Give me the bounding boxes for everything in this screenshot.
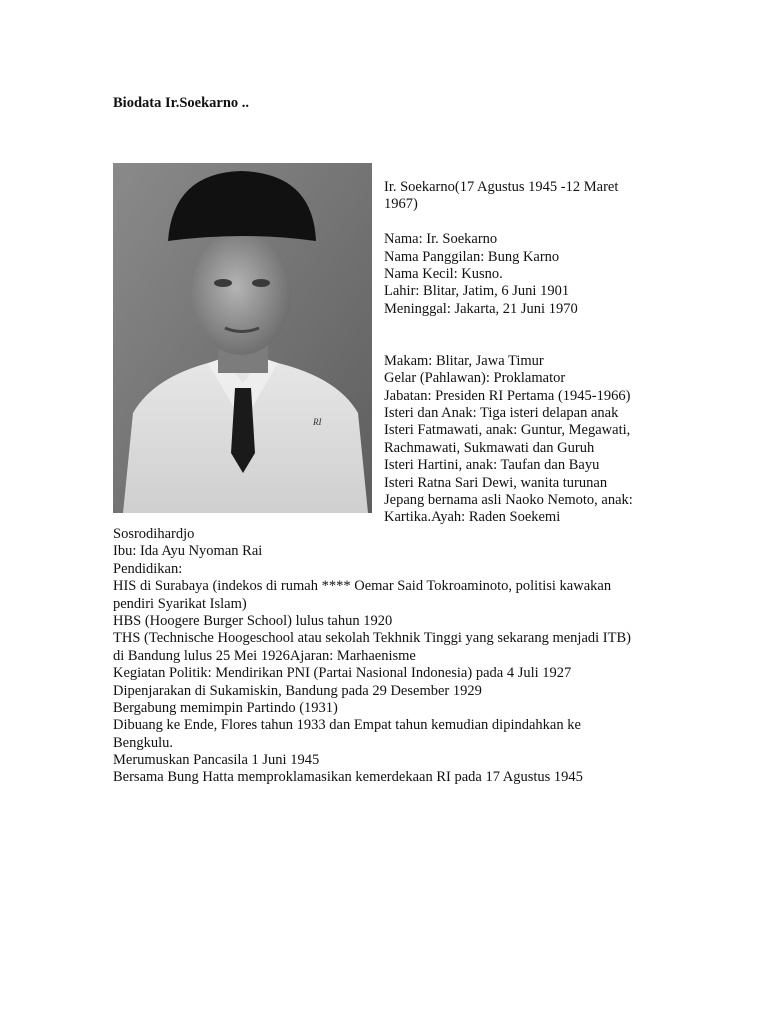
basic-line: Lahir: Blitar, Jatim, 6 Juni 1901 [384,283,570,300]
document-title: Biodata Ir.Soekarno .. [113,95,250,111]
basic-line: Nama: Ir. Soekarno [384,231,498,248]
basic-line: Nama Kecil: Kusno. [384,265,503,282]
detail-line: Isteri dan Anak: Tiga isteri delapan anak [384,405,619,422]
detail-line: Makam: Blitar, Jawa Timur [384,352,544,369]
text-line: Bengkulu. [113,734,174,751]
portrait-photo [113,163,372,513]
detail-line: Jabatan: Presiden RI Pertama (1945-1966) [384,387,631,404]
text-line: Dibuang ke Ende, Flores tahun 1933 dan Empat tahun kemudian dipindahkan ke [113,717,581,734]
detail-line: Jepang bernama asli Naoko Nemoto, anak: [384,492,633,509]
header-line: Ir. Soekarno(17 Agustus 1945 -12 Maret [384,179,619,195]
text-line: di Bandung lulus 25 Mei 1926Ajaran: Marhaenisme [113,647,416,664]
right-column-text [384,179,633,527]
text-line: HIS di Surabaya (indekos di rumah **** Oemar Said Tokroaminoto, politisi kawakan [113,578,612,595]
basic-line: Meninggal: Jakarta, 21 Juni 1970 [384,300,578,317]
text-line: Dipenjarakan di Sukamiskin, Bandung pada 29 Desember 1929 [113,682,482,699]
header-line: 1967) [384,196,418,213]
text-line: Merumuskan Pancasila 1 Juni 1945 [113,752,320,769]
detail-line: Gelar (Pahlawan): Proklamator [384,370,566,387]
text-line: Bergabung memimpin Partindo (1931) [113,699,338,716]
text-line: pendiri Syarikat Islam) [113,595,247,612]
detail-line: Isteri Hartini, anak: Taufan dan Bayu [384,457,600,474]
detail-line: Rachmawati, Sukmawati dan Guruh [384,439,595,456]
basic-line: Nama Panggilan: Bung Karno [384,248,560,265]
text-line: Kegiatan Politik: Mendirikan PNI (Partai Nasional Indonesia) pada 4 Juli 1927 [113,665,572,682]
text-line: HBS (Hoogere Burger School) lulus tahun 1920 [113,612,393,629]
badge-text: RI [313,417,322,427]
text-line: Bersama Bung Hatta memproklamasikan kemerdekaan RI pada 17 Agustus 1945 [113,769,583,786]
text-line: Sosrodihardjo [113,526,195,542]
text-line: Pendidikan: [113,560,183,577]
text-line: Ibu: Ida Ayu Nyoman Rai [113,543,263,560]
full-width-text [113,526,631,787]
detail-line: Kartika.Ayah: Raden Soekemi [384,509,561,526]
detail-line: Isteri Ratna Sari Dewi, wanita turunan [384,474,608,491]
detail-line: Isteri Fatmawati, anak: Guntur, Megawati, [384,422,631,439]
text-line: THS (Technische Hoogeschool atau sekolah Tekhnik Tinggi yang sekarang menjadi ITB) [113,630,631,647]
